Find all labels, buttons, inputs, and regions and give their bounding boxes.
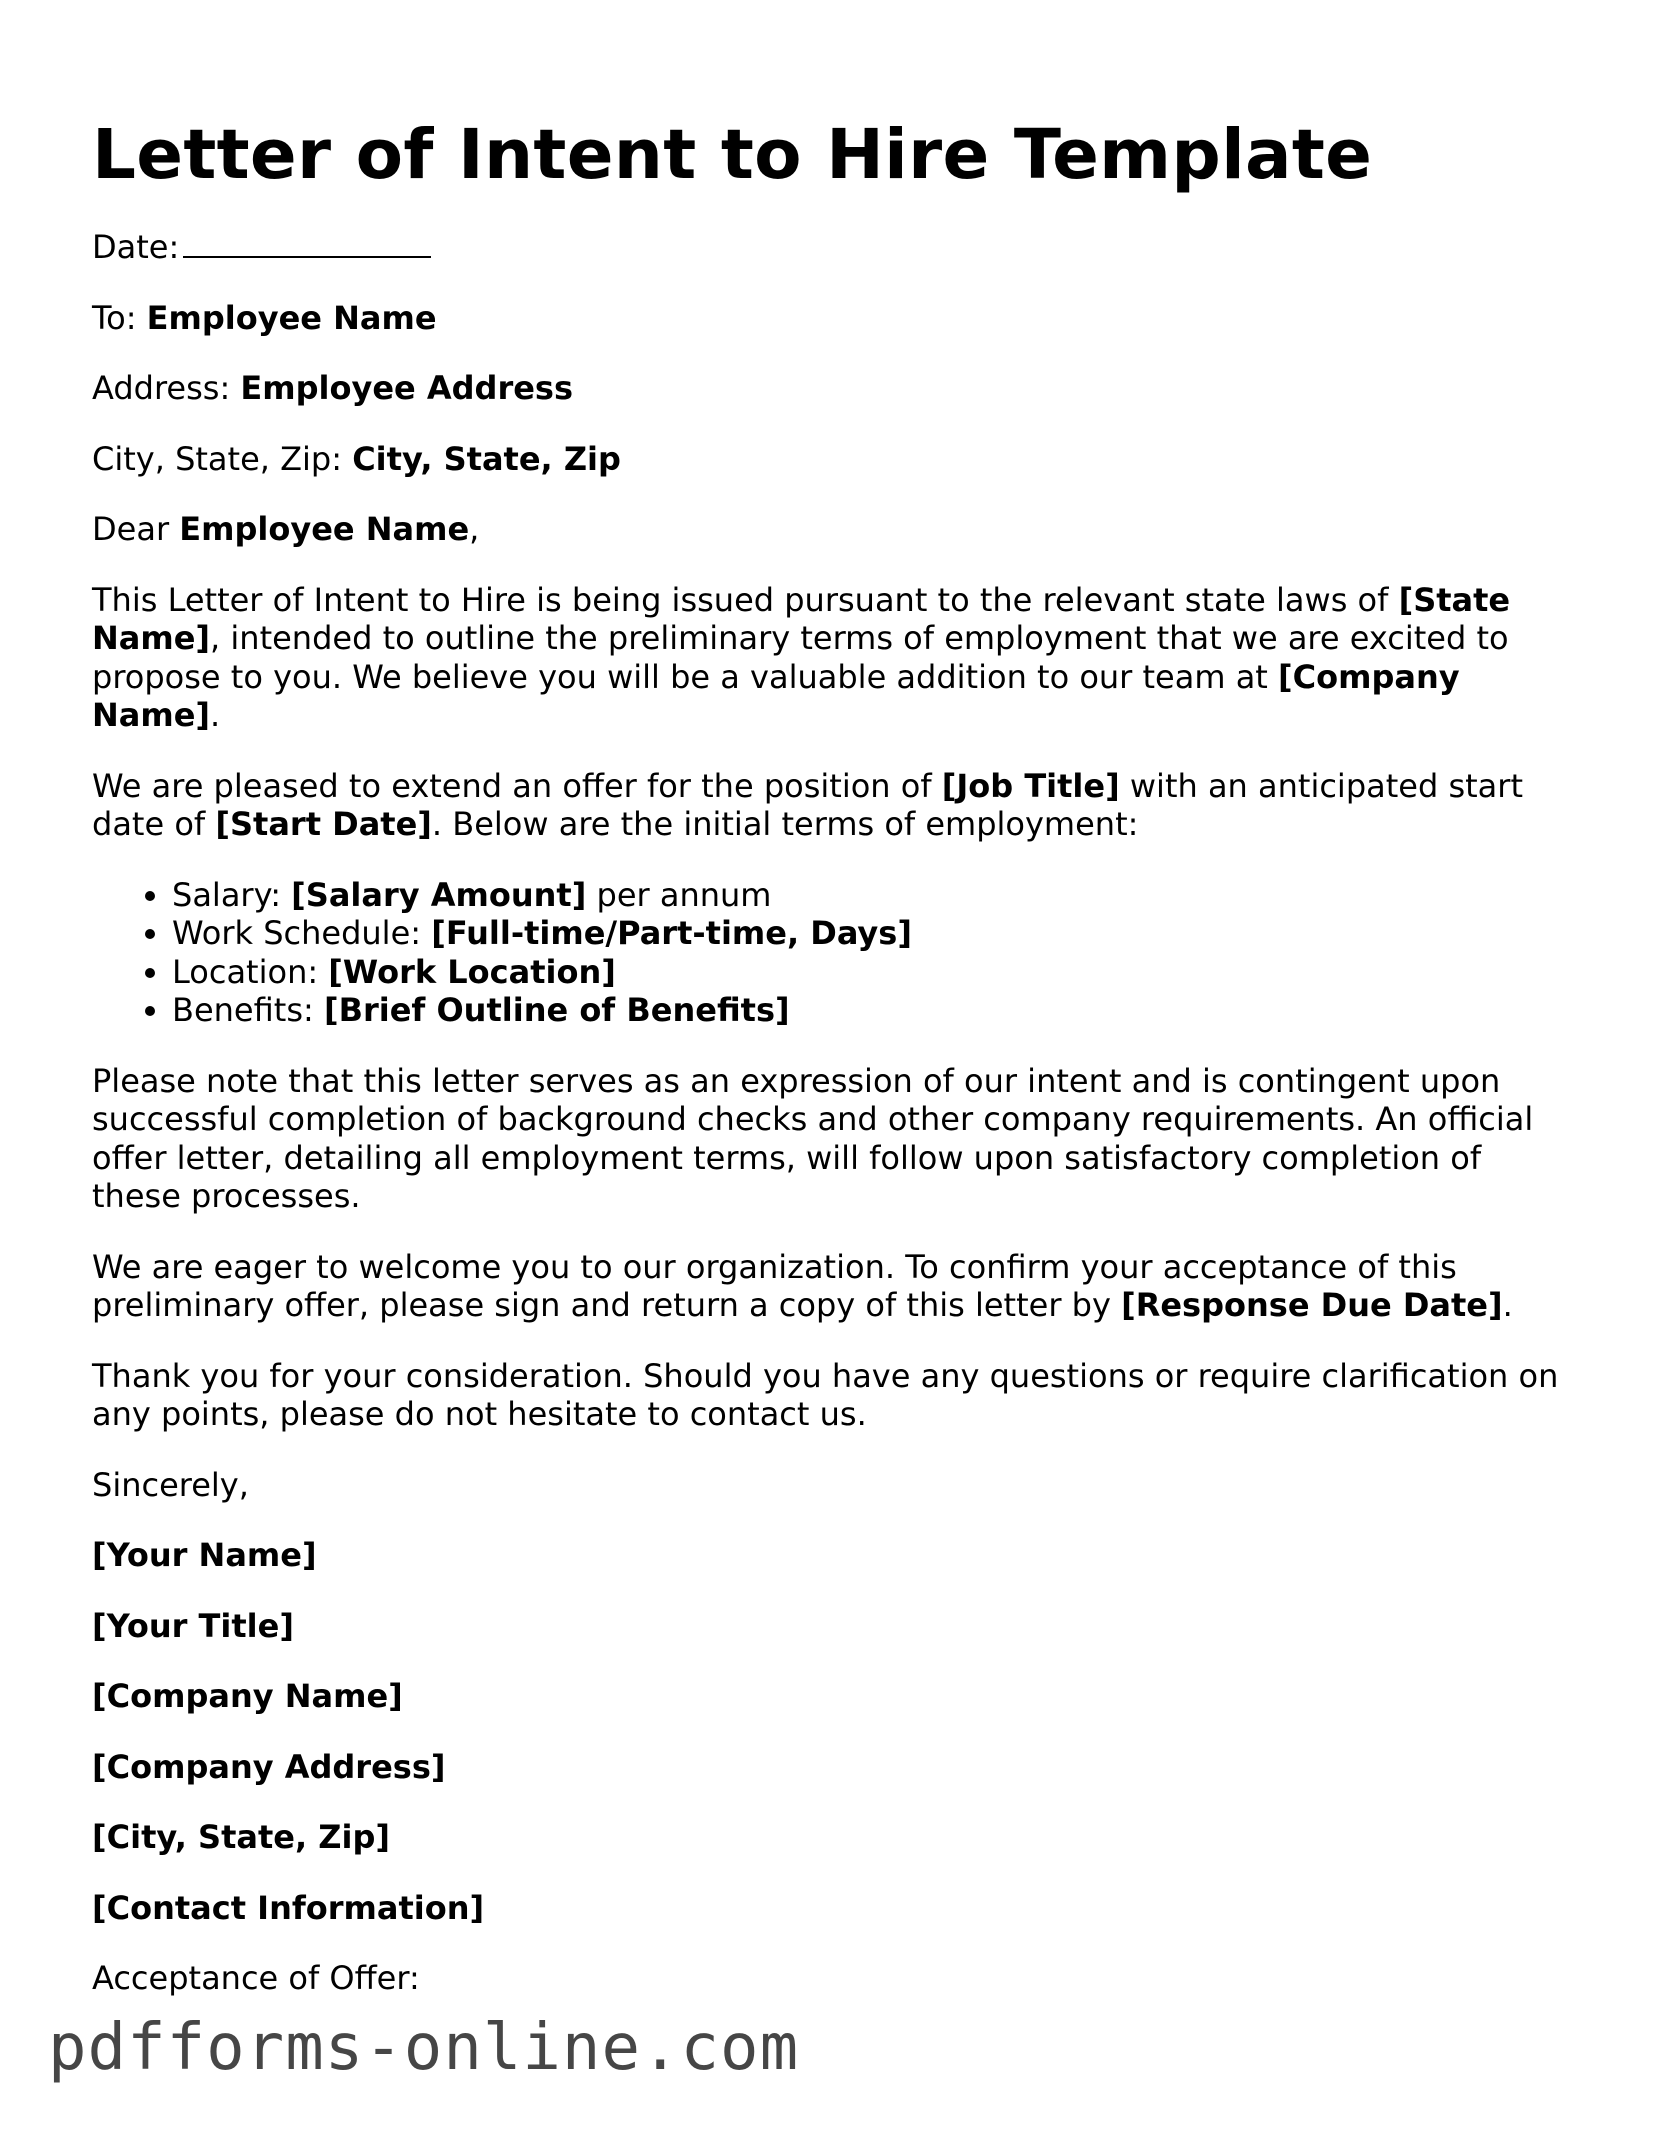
company-address-placeholder: [Company Address] [92, 1747, 446, 1786]
signature-company [92, 1677, 1572, 1716]
list-item [172, 876, 1572, 915]
term-value: [Brief Outline of Benefits] [323, 991, 790, 1029]
salutation-suffix: , [469, 510, 480, 548]
term-value: [Full-time/Part-time, Days] [431, 914, 912, 952]
your-name-placeholder: [Your Name] [92, 1536, 317, 1574]
company-name-placeholder: [Company Name] [92, 657, 1460, 734]
acceptance-label: Acceptance of Offer: [92, 1959, 420, 1997]
term-suffix: per annum [596, 875, 772, 914]
address-line [92, 369, 1572, 408]
offer-paragraph [92, 767, 1572, 844]
terms-list [92, 876, 1572, 1030]
address-label: Address: [92, 369, 231, 407]
signature-city [92, 1818, 1572, 1857]
signature-company-address [92, 1748, 1572, 1787]
date-blank [183, 228, 431, 258]
offer-text-2: with an anticipated start date of [92, 766, 1523, 843]
city-line [92, 440, 1572, 479]
to-label: To: [92, 298, 137, 337]
city-label: City, State, Zip: [92, 439, 343, 478]
acceptance-request-paragraph [92, 1248, 1572, 1325]
term-label: Salary: [172, 875, 281, 914]
city-state-zip-placeholder: [City, State, Zip] [92, 1818, 390, 1856]
acceptance-request-text: We are eager to welcome you to our organization. To confirm your acceptance of this preliminary offer, please sign and return a copy of this letter by [92, 1247, 1457, 1324]
list-item [172, 914, 1572, 953]
intro-text-2: , intended to outline the preliminary terms of employment that we are excited to propose to you. We believe you will be a valuable addition to our team at [92, 619, 1509, 696]
watermark: pdfforms-online.com [48, 2011, 800, 2085]
address-value: Employee Address [240, 369, 574, 407]
term-label: Work Schedule: [172, 914, 422, 952]
state-name-placeholder: [State Name] [92, 580, 1511, 657]
closing: Sincerely, [92, 1465, 249, 1504]
letter-document [92, 110, 1572, 2030]
signature-title [92, 1607, 1572, 1646]
city-value: City, State, Zip [352, 439, 621, 478]
job-title-placeholder: [Job Title] [941, 766, 1120, 805]
to-line [92, 299, 1572, 338]
to-value: Employee Name [146, 298, 437, 337]
offer-text-1: We are pleased to extend an offer for the position of [92, 766, 932, 805]
salutation-name: Employee Name [179, 510, 470, 548]
response-due-date-placeholder: [Response Due Date] [1121, 1286, 1503, 1324]
term-value: [Work Location] [328, 952, 616, 991]
intro-paragraph [92, 581, 1572, 735]
date-line [92, 228, 1572, 267]
intro-text-3: . [210, 696, 221, 734]
date-label: Date: [92, 228, 180, 266]
thank-you-paragraph: Thank you for your consideration. Should you have any questions or require clarification on any points, please do not hesitate to contact us. [92, 1356, 1559, 1433]
offer-text-3: . Below are the initial terms of employment: [431, 805, 1139, 843]
your-title-placeholder: [Your Title] [92, 1606, 294, 1645]
term-label: Benefits: [172, 991, 314, 1029]
signature-name [92, 1536, 1572, 1575]
start-date-placeholder: [Start Date] [215, 805, 432, 843]
salutation-prefix: Dear [92, 510, 170, 548]
contact-info-placeholder: [Contact Information] [92, 1888, 485, 1927]
term-value: [Salary Amount] [291, 875, 587, 914]
page-title: Letter of Intent to Hire Template [92, 115, 1373, 195]
term-label: Location: [172, 952, 319, 991]
company-placeholder: [Company Name] [92, 1677, 403, 1715]
acceptance-request-end: . [1502, 1286, 1513, 1324]
contingency-paragraph: Please note that this letter serves as an expression of our intent and is contingent upon successful completion of background checks and other company requirements. An official offer letter, detailing all employment terms, will follow upon satisfactory completion of these processes. [92, 1061, 1534, 1215]
list-item [172, 991, 1572, 1030]
signature-contact [92, 1889, 1572, 1928]
salutation [92, 510, 1572, 549]
list-item [172, 953, 1572, 992]
intro-text-1: This Letter of Intent to Hire is being issued pursuant to the relevant state laws of [92, 580, 1389, 619]
